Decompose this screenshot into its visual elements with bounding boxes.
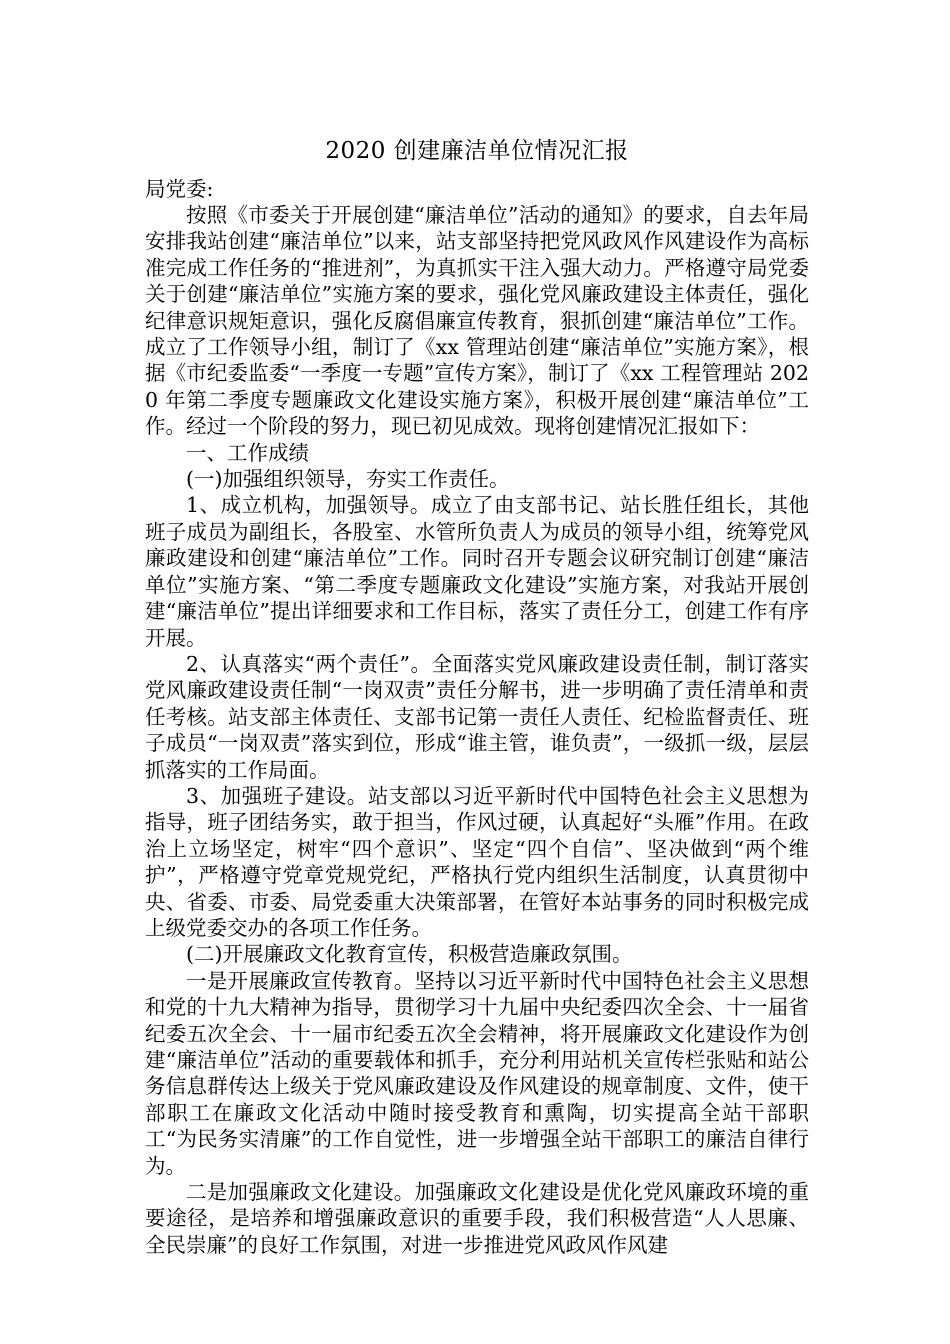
paragraph-item-1: 1、成立机构，加强领导。成立了由支部书记、站长胜任组长，其他班子成员为副组长，各股室、水管所负责人为成员的领导小组，统筹党风廉政建设和创建“廉洁单位”工作。同时召开专题会议研究制订创建“廉洁单位”实施方案、“第二季度专题廉政文化建设”实施方案，对我站开展创建“廉洁单位”提出详细要求和工作目标，落实了责任分工，创建工作有序开展。 [145, 493, 809, 650]
subsection-heading-1: (一)加强组织领导，夯实工作责任。 [186, 467, 510, 492]
paragraph-intro: 按照《市委关于开展创建“廉洁单位”活动的通知》的要求，自去年局安排我站创建“廉洁单位”以来，站支部坚持把党风政风作风建设作为高标准完成工作任务的“推进剂”，为真抓实干注入强大动力。严格遵守局党委关于创建“廉洁单位”实施方案的要求，强化党风廉政建设主体责任，强化纪律意识规矩意识，强化反腐倡廉宣传教育，狠抓创建“廉洁单位”工作。成立了工作领导小组，制订了《xx 管理站创建“廉洁单位”实施方案》，根据《市纪委监委“一季度一专题”宣传方案》，制订了《xx 工程管理站 2020 年第二季度专题廉政文化建设实施方案》，积极开展创建“廉洁单位”工作。经过一个阶段的努力，现已初见成效。现将创建情况汇报如下： [145, 203, 809, 439]
document-page [145, 136, 809, 1258]
salutation: 局党委: [145, 177, 214, 201]
document-title: 2020 创建廉洁单位情况汇报 [325, 138, 629, 164]
paragraph-item-3: 3、加强班子建设。站支部以习近平新时代中国特色社会主义思想为指导，班子团结务实，敢于担当，作风过硬，认真起好“头雁”作用。在政治上立场坚定，树牢“四个意识”、坚定“四个自信”、坚决做到“两个维护”，严格遵守党章党规党纪，严格执行党内组织生活制度，认真贯彻中央、省委、市委、局党委重大决策部署，在管好本站事务的同时积极完成上级党委交办的各项工作任务。 [145, 783, 809, 940]
paragraph-culture: 二是加强廉政文化建设。加强廉政文化建设是优化党风廉政环境的重要途径，是培养和增强廉政意识的重要手段，我们积极营造“人人思廉、全民崇廉”的良好工作氛围，对进一步推进党风政风作风建 [145, 1180, 809, 1257]
paragraph-education: 一是开展廉政宣传教育。坚持以习近平新时代中国特色社会主义思想和党的十九大精神为指导，贯彻学习十九届中央纪委四次全会、十一届省纪委五次全会、十一届市纪委五次全会精神，将开展廉政文化建设作为创建“廉洁单位”活动的重要载体和抓手，充分利用站机关宣传栏张贴和站公务信息群传达上级关于党风廉政建设及作风建设的规章制度、文件，使干部职工在廉政文化活动中随时接受教育和熏陶，切实提高全站干部职工“为民务实清廉”的工作自觉性，进一步增强全站干部职工的廉洁自律行为。 [145, 968, 809, 1178]
section-heading-work-results: 一、工作成绩 [186, 440, 309, 465]
paragraph-item-2: 2、认真落实“两个责任”。全面落实党风廉政建设责任制，制订落实党风廉政建设责任制“一岗双责”责任分解书，进一步明确了责任清单和责任考核。站支部主体责任、支部书记第一责任人责任、纪检监督责任、班子成员“一岗双责”落实到位，形成“谁主管，谁负责”，一级抓一级，层层抓落实的工作局面。 [145, 651, 809, 782]
subsection-heading-2: (二)开展廉政文化教育宣传，积极营造廉政氛围。 [186, 942, 633, 967]
